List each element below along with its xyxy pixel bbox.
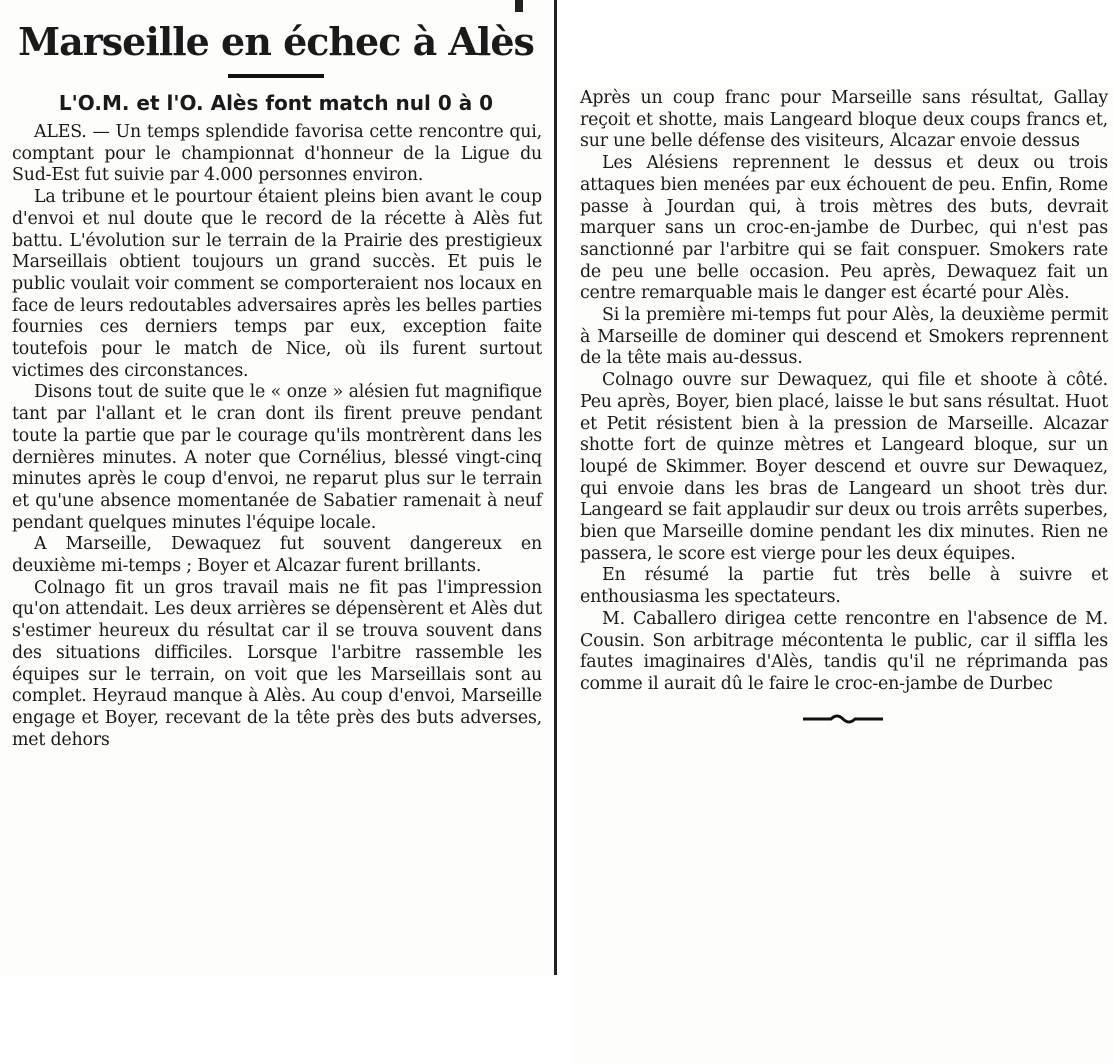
paragraph: Colnago fit un gros travail mais ne fit pas l'impression qu'on attendait. Les deux arrières se dépensèrent et Alès dut s'estimer heureux du résultat car il se trouva souvent dans des situations difficiles. Lorsque l'arbitre rassemble les équipes sur le terrain, on voit que les Marseillais sont au complet. Heyraud manque à Alès. Au coup d'envoi, Marseille engage et Boyer, recevant de la tête près des buts adverses, met dehors bbox=[12, 577, 542, 750]
column-divider bbox=[554, 0, 557, 975]
paragraph: Après un coup franc pour Marseille sans résultat, Gallay reçoit et shotte, mais Langeard bloque deux coups francs et, sur une belle défense des visiteurs, Alcazar envoie dessus bbox=[580, 88, 1108, 152]
paragraph: M. Caballero dirigea cette rencontre en l'absence de M. Cousin. Son arbitrage mécontenta le public, car il siffla les fautes imaginaires d'Alès, tandis qu'il ne réprimanda pas comme il aurait dû le faire le croc-en-jambe de Durbec bbox=[580, 608, 1108, 694]
paragraph: ALES. — Un temps splendide favorisa cette rencontre qui, comptant pour le championnat d'honneur de la Ligue du Sud-Est fut suivie par 4.000 personnes environ. bbox=[12, 122, 542, 186]
paragraph: Si la première mi-temps fut pour Alès, la deuxième permit à Marseille de dominer qui descend et Smokers reprennent de la tête mais au-dessus. bbox=[580, 305, 1108, 369]
left-column bbox=[0, 0, 552, 975]
right-column-text bbox=[572, 88, 1114, 696]
right-column bbox=[572, 88, 1114, 1063]
title-rule bbox=[228, 74, 324, 78]
paragraph: En résumé la partie fut très belle à suivre et enthousiasma les spectateurs. bbox=[580, 565, 1108, 608]
end-ornament bbox=[801, 710, 885, 726]
left-column-text bbox=[0, 122, 552, 751]
paragraph: A Marseille, Dewaquez fut souvent dangereux en deuxième mi-temps ; Boyer et Alcazar furent brillants. bbox=[12, 534, 542, 577]
paragraph: Colnago ouvre sur Dewaquez, qui file et shoote à côté. Peu après, Boyer, bien placé, laisse le but sans résultat. Huot et Petit résistent bien à la pression de Marseille. Alcazar shotte fort de quinze mètres et Langeard bloque, sur un loupé de Skimmer. Boyer descend et ouvre sur Dewaquez, qui envoie dans les bras de Langeard un shoot très dur. Langeard se fait applaudir sur deux ou trois arrêts superbes, bien que Marseille domine pendant les dix minutes. Rien ne passera, le score est vierge pour les deux équipes. bbox=[580, 370, 1108, 564]
paragraph: La tribune et le pourtour étaient pleins bien avant le coup d'envoi et nul doute que le record de la récette à Alès fut battu. L'évolution sur le terrain de la Prairie des prestigieux Marseillais obtient toujours un grand succès. Et puis le public voulait voir comment se comporteraient nos locaux en face de leurs redoutables adversaires après les belles parties fournies ces derniers temps par eux, exception faite toutefois pour le match de Nice, où ils furent surtout victimes des circonstances. bbox=[12, 187, 542, 381]
paragraph: Les Alésiens reprennent le dessus et deux ou trois attaques bien menées par eux échouent de peu. Enfin, Rome passe à Jourdan qui, à trois mètres des buts, devrait marquer sans un croc-en-jambe de Durbec, qui n'est pas sanctionné par l'arbitre qui se fait conspuer. Smokers rate de peu une belle occasion. Peu après, Dewaquez fait un centre remarquable mais le danger est écarté pour Alès. bbox=[580, 153, 1108, 304]
article-subtitle: L'O.M. et l'O. Alès font match nul 0 à 0 bbox=[58, 91, 494, 115]
top-column-mark bbox=[515, 0, 523, 12]
paragraph: Disons tout de suite que le « onze » alésien fut magnifique tant par l'allant et le cran dont ils firent preuve pendant toute la partie que par le courage qu'ils montrèrent dans les dernières minutes. A noter que Cornélius, blessé vingt-cinq minutes après le coup d'envoi, ne reparut plus sur le terrain et qu'une absence momentanée de Sabatier ramenait à neuf pendant quelques minutes l'équipe locale. bbox=[12, 382, 542, 533]
article-title: Marseille en échec à Alès bbox=[18, 19, 534, 64]
